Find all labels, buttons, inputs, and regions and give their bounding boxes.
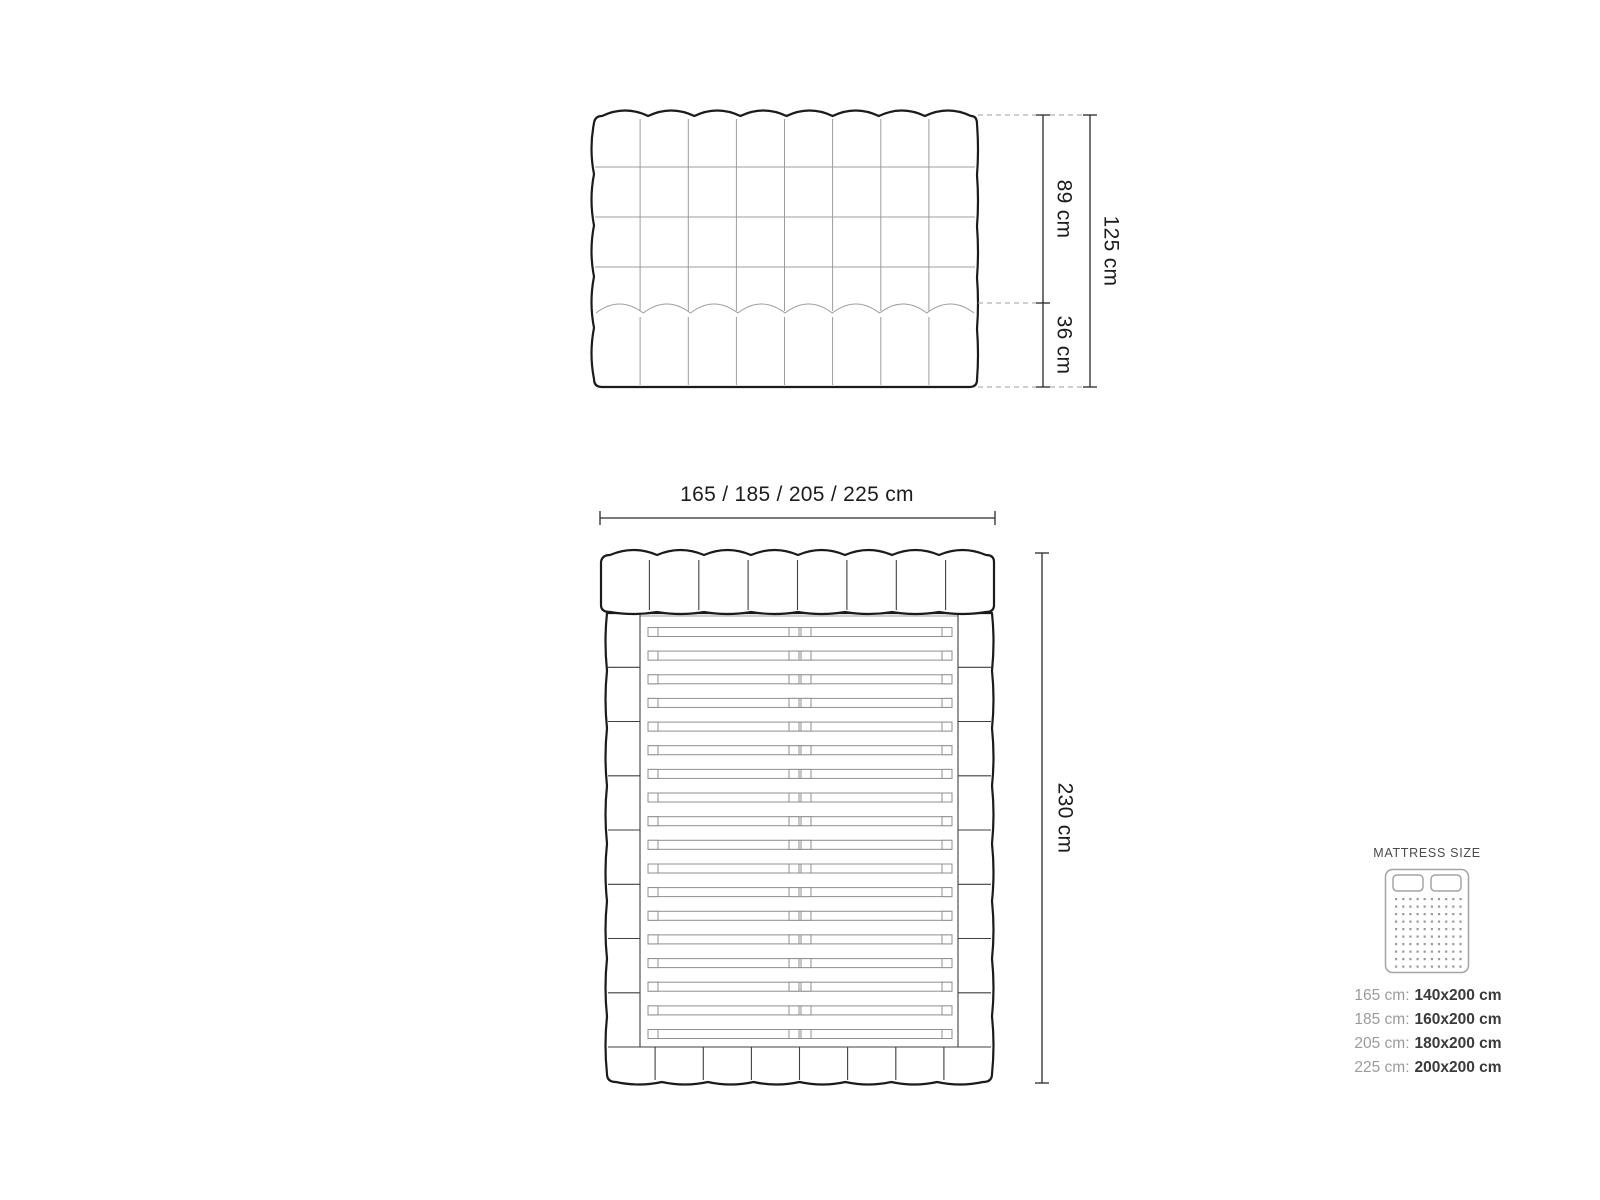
slat-center-cap: [801, 911, 811, 920]
slat-center-cap: [801, 698, 811, 707]
size-row: [1332, 1032, 1522, 1056]
quilting-dot: [1424, 913, 1426, 915]
quilting-dot: [1395, 943, 1397, 945]
slat-end-cap: [942, 1006, 952, 1015]
quilting-dot: [1431, 928, 1433, 930]
quilting-dot: [1417, 951, 1419, 953]
quilting-dot: [1438, 936, 1440, 938]
quilting-dot: [1431, 936, 1433, 938]
slat-center-cap: [801, 888, 811, 897]
slat-end-cap: [648, 651, 658, 660]
quilting-dot: [1402, 898, 1404, 900]
slat-end-cap: [648, 959, 658, 968]
dim-label-125cm: 125 cm: [1099, 215, 1123, 287]
slat: [648, 1006, 952, 1015]
slat-end-cap: [942, 651, 952, 660]
quilting-dot: [1459, 943, 1461, 945]
quilting-dot: [1438, 898, 1440, 900]
slat-center-cap: [789, 1030, 799, 1039]
size-option-label: 205 cm:: [1354, 1035, 1410, 1052]
quilting-dot: [1445, 958, 1447, 960]
quilting-dot: [1445, 906, 1447, 908]
quilting-dot: [1431, 943, 1433, 945]
slat-end-cap: [648, 746, 658, 755]
quilting-dot: [1459, 906, 1461, 908]
quilting-dot: [1431, 898, 1433, 900]
slat: [648, 935, 952, 944]
quilting-dot: [1417, 943, 1419, 945]
quilting-dot: [1452, 906, 1454, 908]
quilting-dot: [1402, 958, 1404, 960]
pillow-left-icon: [1393, 875, 1423, 891]
quilting-dot: [1417, 928, 1419, 930]
quilting-dot: [1402, 928, 1404, 930]
slat-center-cap: [801, 864, 811, 873]
slat-center-cap: [801, 935, 811, 944]
quilting-dot: [1438, 943, 1440, 945]
slat-center-cap: [789, 675, 799, 684]
slat-end-cap: [942, 817, 952, 826]
quilting-dot: [1395, 966, 1397, 968]
quilting-dot: [1445, 966, 1447, 968]
slat-end-cap: [942, 935, 952, 944]
slat-center-cap: [789, 935, 799, 944]
quilting-dot: [1424, 906, 1426, 908]
quilting-dot: [1452, 928, 1454, 930]
slat-center-cap: [789, 864, 799, 873]
slat-center-cap: [789, 982, 799, 991]
slat: [648, 982, 952, 991]
quilting-dot: [1445, 928, 1447, 930]
slat: [648, 628, 952, 637]
quilting-dot: [1459, 966, 1461, 968]
slat-end-cap: [942, 746, 952, 755]
quilting-dot: [1424, 928, 1426, 930]
slat: [648, 675, 952, 684]
quilting-dot: [1395, 936, 1397, 938]
slat-end-cap: [648, 675, 658, 684]
quilting-dot: [1395, 913, 1397, 915]
quilting-dot: [1424, 958, 1426, 960]
quilting-dot: [1402, 936, 1404, 938]
quilting-dot: [1409, 966, 1411, 968]
slat: [648, 959, 952, 968]
dim-label-89cm: 89 cm: [1052, 179, 1076, 239]
legend-rows: [1332, 984, 1522, 1080]
slat-center-cap: [801, 959, 811, 968]
quilting-dot: [1459, 951, 1461, 953]
front-view-dimensions: [978, 115, 1122, 387]
quilting-dot: [1402, 921, 1404, 923]
slat-end-cap: [942, 959, 952, 968]
quilting-dot: [1409, 958, 1411, 960]
quilting-dot: [1438, 958, 1440, 960]
size-row: [1332, 1008, 1522, 1032]
size-option-value: 160x200 cm: [1414, 1011, 1502, 1028]
quilting-dot: [1409, 921, 1411, 923]
quilting-dot: [1395, 928, 1397, 930]
slat-center-cap: [789, 769, 799, 778]
slat-end-cap: [648, 911, 658, 920]
slat-end-cap: [942, 722, 952, 731]
quilting-dot: [1402, 913, 1404, 915]
quilting-dot: [1431, 921, 1433, 923]
slat-center-cap: [801, 1006, 811, 1015]
slat-end-cap: [648, 698, 658, 707]
quilting-dot: [1452, 913, 1454, 915]
quilting-dot: [1459, 928, 1461, 930]
dim-label-36cm: 36 cm: [1052, 315, 1076, 375]
quilting-dot: [1452, 966, 1454, 968]
slat-center-cap: [801, 746, 811, 755]
mattress-icon: [1384, 868, 1470, 974]
slat: [648, 1030, 952, 1039]
quilting-dot: [1417, 906, 1419, 908]
quilting-dot: [1395, 921, 1397, 923]
slat-end-cap: [942, 769, 952, 778]
size-option-value: 180x200 cm: [1414, 1035, 1502, 1052]
quilting-dot: [1438, 966, 1440, 968]
slat-center-cap: [789, 628, 799, 637]
quilting-dot: [1402, 966, 1404, 968]
size-row: [1332, 1056, 1522, 1080]
slat: [648, 817, 952, 826]
quilting-dot: [1452, 943, 1454, 945]
quilting-dot: [1417, 898, 1419, 900]
slat-end-cap: [648, 817, 658, 826]
size-option-value: 200x200 cm: [1414, 1059, 1502, 1076]
quilting-dot: [1417, 936, 1419, 938]
quilting-dot: [1431, 958, 1433, 960]
slat-end-cap: [648, 1030, 658, 1039]
quilting-dot: [1417, 913, 1419, 915]
slat-center-cap: [801, 1030, 811, 1039]
quilting-dot: [1409, 928, 1411, 930]
quilting-dot: [1424, 936, 1426, 938]
quilting-dot: [1417, 921, 1419, 923]
quilting-dot: [1402, 951, 1404, 953]
quilting-dot: [1431, 913, 1433, 915]
quilting-dot: [1445, 951, 1447, 953]
slat-end-cap: [942, 982, 952, 991]
slat-center-cap: [789, 793, 799, 802]
slat-center-cap: [789, 959, 799, 968]
slat: [648, 651, 952, 660]
slat: [648, 698, 952, 707]
quilting-dot: [1417, 966, 1419, 968]
quilting-dot: [1424, 898, 1426, 900]
quilting-dot: [1424, 921, 1426, 923]
slat-end-cap: [942, 698, 952, 707]
slat-end-cap: [942, 793, 952, 802]
slat-end-cap: [648, 769, 658, 778]
size-row: [1332, 984, 1522, 1008]
quilting-dot: [1424, 943, 1426, 945]
slat-end-cap: [942, 840, 952, 849]
slat: [648, 722, 952, 731]
slat-center-cap: [801, 675, 811, 684]
slat-end-cap: [942, 675, 952, 684]
headboard-front-view: [592, 111, 979, 388]
slat-end-cap: [648, 722, 658, 731]
size-option-label: 225 cm:: [1354, 1059, 1410, 1076]
slat: [648, 888, 952, 897]
bed-top-view: [601, 550, 994, 1085]
quilting-dot: [1431, 906, 1433, 908]
quilting-dot: [1409, 898, 1411, 900]
quilting-dot: [1459, 958, 1461, 960]
quilting-dot: [1445, 898, 1447, 900]
slat-end-cap: [942, 864, 952, 873]
slat-center-cap: [801, 769, 811, 778]
quilting-dot: [1452, 951, 1454, 953]
slat-end-cap: [648, 628, 658, 637]
quilting-dot: [1445, 943, 1447, 945]
slat-center-cap: [789, 840, 799, 849]
slat-center-cap: [801, 982, 811, 991]
slat-center-cap: [789, 911, 799, 920]
quilting-dot: [1431, 966, 1433, 968]
quilting-dot: [1409, 951, 1411, 953]
slat-center-cap: [801, 817, 811, 826]
quilting-dot: [1409, 906, 1411, 908]
slat-end-cap: [942, 1030, 952, 1039]
quilting-dot: [1438, 906, 1440, 908]
slat-end-cap: [648, 840, 658, 849]
quilting-dot: [1438, 913, 1440, 915]
slat-center-cap: [801, 651, 811, 660]
quilting-dot: [1452, 958, 1454, 960]
pillow-right-icon: [1431, 875, 1461, 891]
slat: [648, 746, 952, 755]
slat: [648, 864, 952, 873]
slat-end-cap: [648, 888, 658, 897]
quilting-dot: [1459, 921, 1461, 923]
slat-end-cap: [942, 911, 952, 920]
slat-center-cap: [789, 698, 799, 707]
quilting-dot: [1431, 951, 1433, 953]
quilting-dot: [1395, 958, 1397, 960]
quilting-dot: [1445, 913, 1447, 915]
quilting-dot: [1409, 936, 1411, 938]
quilting-dot: [1395, 898, 1397, 900]
dim-label-230cm: 230 cm: [1053, 782, 1077, 854]
slat-end-cap: [648, 935, 658, 944]
quilting-dot: [1438, 951, 1440, 953]
quilting-dot: [1395, 951, 1397, 953]
slat-end-cap: [942, 888, 952, 897]
quilting-dot: [1402, 906, 1404, 908]
quilting-dot: [1417, 958, 1419, 960]
quilting-dot: [1445, 936, 1447, 938]
quilting-dot: [1409, 943, 1411, 945]
slat-center-cap: [789, 746, 799, 755]
slat-center-cap: [801, 628, 811, 637]
quilting-dot: [1459, 898, 1461, 900]
quilting-dot: [1424, 966, 1426, 968]
size-option-value: 140x200 cm: [1414, 987, 1502, 1004]
dim-label-width: 165 / 185 / 205 / 225 cm: [680, 483, 914, 506]
size-option-label: 165 cm:: [1354, 987, 1410, 1004]
slat-center-cap: [789, 722, 799, 731]
slat-center-cap: [789, 817, 799, 826]
slat: [648, 793, 952, 802]
slat-center-cap: [801, 793, 811, 802]
slat-end-cap: [942, 628, 952, 637]
quilting-dot: [1395, 906, 1397, 908]
slat: [648, 769, 952, 778]
quilting-dot: [1402, 943, 1404, 945]
slat-end-cap: [648, 1006, 658, 1015]
slat-end-cap: [648, 864, 658, 873]
quilting-dot: [1438, 921, 1440, 923]
quilting-dot: [1459, 913, 1461, 915]
slat-center-cap: [789, 888, 799, 897]
quilting-dot: [1409, 913, 1411, 915]
quilting-dot: [1424, 951, 1426, 953]
slat: [648, 911, 952, 920]
slat-center-cap: [789, 1006, 799, 1015]
quilting-dot: [1459, 936, 1461, 938]
quilting-dot: [1452, 936, 1454, 938]
slat-center-cap: [789, 651, 799, 660]
mattress-size-legend: [1332, 846, 1522, 1080]
size-option-label: 185 cm:: [1354, 1011, 1410, 1028]
legend-title: MATTRESS SIZE: [1373, 846, 1481, 860]
quilting-dot: [1452, 898, 1454, 900]
slat: [648, 840, 952, 849]
slat-end-cap: [648, 982, 658, 991]
slat-center-cap: [801, 840, 811, 849]
quilting-dot: [1445, 921, 1447, 923]
slat-end-cap: [648, 793, 658, 802]
quilting-dot: [1452, 921, 1454, 923]
quilting-dot: [1438, 928, 1440, 930]
slat-center-cap: [801, 722, 811, 731]
